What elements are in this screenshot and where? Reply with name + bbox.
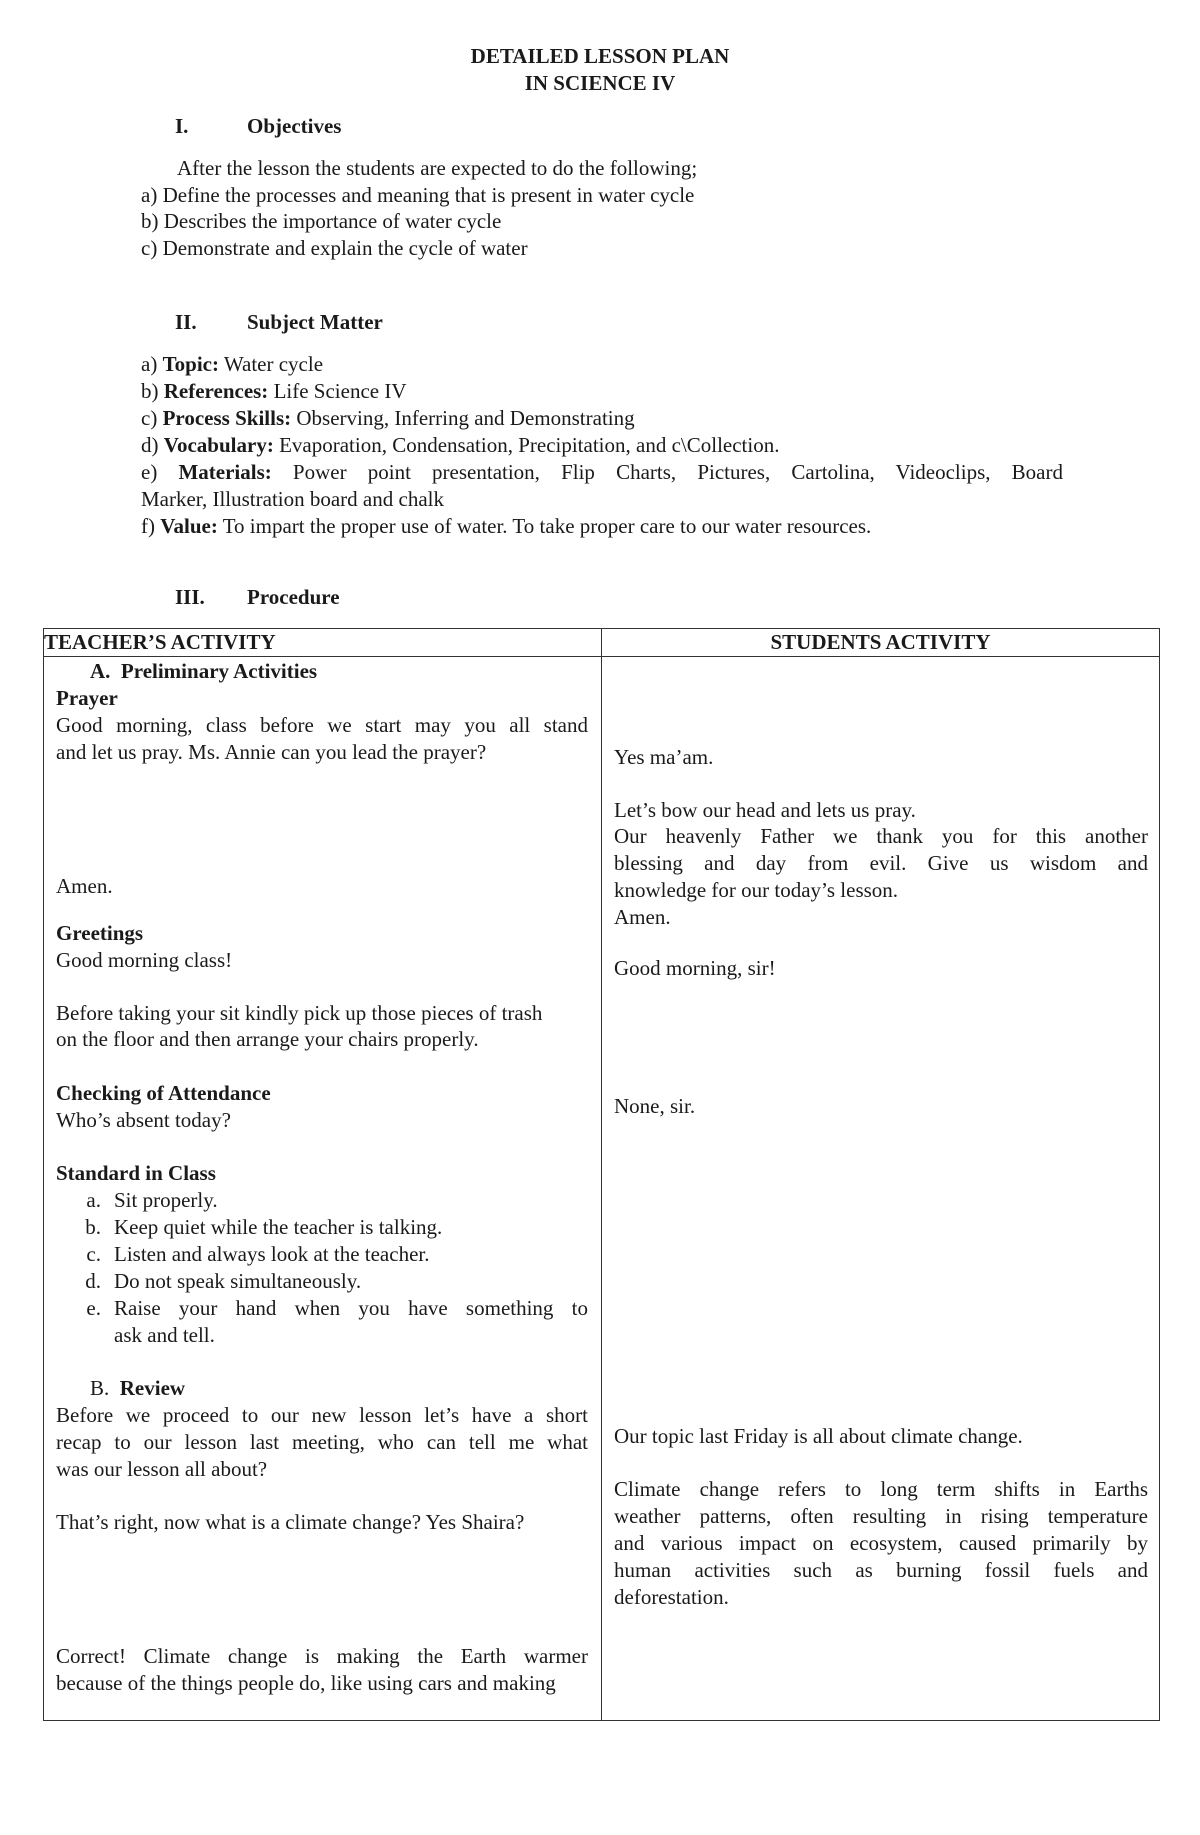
prayer-text: and let us pray. Ms. Annie can you lead the prayer?	[56, 740, 487, 764]
attendance-question: Who’s absent today?	[56, 1108, 231, 1132]
standard-item: c. Listen and always look at the teacher.	[86, 1242, 430, 1266]
procedure-heading	[175, 584, 340, 611]
standard-heading: Standard in Class	[56, 1161, 216, 1185]
objective-item: b) Describes the importance of water cycle	[141, 209, 502, 233]
subject-vocabulary: d) Vocabulary: Evaporation, Condensation, Precipitation, and c\Collection.	[141, 433, 780, 457]
teacher-activity-cell	[44, 657, 602, 1721]
student-climate-answer: deforestation.	[614, 1585, 729, 1609]
student-response: None, sir.	[614, 1094, 696, 1118]
student-climate-answer: Climate change refers to long term shifts in Earths	[614, 1477, 1148, 1501]
student-response: Good morning, sir!	[614, 956, 776, 980]
subject-matter-title: Subject Matter	[247, 310, 383, 334]
subject-matter-number: II.	[175, 310, 197, 334]
subject-matter-heading	[175, 309, 383, 336]
objective-item: a) Define the processes and meaning that is present in water cycle	[141, 183, 695, 207]
objectives-heading	[175, 113, 341, 140]
students-activity-cell	[602, 657, 1160, 1721]
student-climate-answer: human activities such as burning fossil fuels and	[614, 1558, 1148, 1582]
greetings-heading: Greetings	[56, 921, 144, 945]
procedure-number: III.	[175, 585, 205, 609]
section-a-heading: A. Preliminary Activities	[90, 659, 318, 683]
review-text: Before we proceed to our new lesson let’s have a short	[56, 1403, 588, 1427]
student-response: Yes ma’am.	[614, 745, 714, 769]
procedure-table	[43, 628, 1160, 1721]
student-prayer: blessing and day from evil. Give us wisdom and	[614, 851, 1148, 875]
attendance-heading: Checking of Attendance	[56, 1081, 271, 1105]
student-response: Let’s bow our head and lets us pray.	[614, 798, 916, 822]
student-prayer: knowledge for our today’s lesson.	[614, 878, 899, 902]
standard-item-cont: ask and tell.	[114, 1323, 215, 1347]
subject-materials: e) Materials: Power point presentation, Flip Charts, Pictures, Cartolina, Videoclips, Board	[141, 460, 1063, 484]
subject-process-skills: c) Process Skills: Observing, Inferring and Demonstrating	[141, 406, 635, 430]
review-text: recap to our lesson last meeting, who can tell me what	[56, 1430, 588, 1454]
subject-topic: a) Topic: Water cycle	[141, 352, 324, 376]
climate-explanation: Correct! Climate change is making the Earth warmer	[56, 1644, 588, 1668]
prayer-text: Good morning, class before we start may you all stand	[56, 713, 588, 737]
prayer-heading: Prayer	[56, 686, 118, 710]
objectives-number: I.	[175, 114, 189, 138]
greetings-text: Good morning class!	[56, 948, 233, 972]
standard-item: a. Sit properly.	[86, 1188, 218, 1212]
trash-instruction: Before taking your sit kindly pick up those pieces of trash	[56, 1001, 543, 1025]
standard-item: d. Do not speak simultaneously.	[85, 1269, 362, 1293]
student-response: Our topic last Friday is all about climate change.	[614, 1424, 1023, 1448]
climate-question: That’s right, now what is a climate change? Yes Shaira?	[56, 1510, 525, 1534]
student-climate-answer: and various impact on ecosystem, caused primarily by	[614, 1531, 1148, 1555]
teacher-amen: Amen.	[56, 874, 113, 898]
subject-materials-cont: Marker, Illustration board and chalk	[141, 487, 444, 511]
teacher-activity-header: TEACHER’S ACTIVITY	[44, 629, 602, 657]
objectives-intro: After the lesson the students are expected to do the following;	[177, 156, 698, 180]
trash-instruction: on the floor and then arrange your chairs properly.	[56, 1027, 479, 1051]
objective-item: c) Demonstrate and explain the cycle of water	[141, 236, 528, 260]
subject-value: f) Value: To impart the proper use of water. To take proper care to our water resources.	[141, 514, 872, 538]
subject-references: b) References: Life Science IV	[141, 379, 407, 403]
document-title-line2: IN SCIENCE IV	[524, 71, 676, 95]
standard-item: b. Keep quiet while the teacher is talking.	[85, 1215, 443, 1239]
student-prayer: Our heavenly Father we thank you for this another	[614, 824, 1148, 848]
students-activity-header: STUDENTS ACTIVITY	[602, 629, 1160, 657]
document-title-line1: DETAILED LESSON PLAN	[470, 44, 730, 68]
section-b-heading: B. Review	[90, 1376, 186, 1400]
climate-explanation: because of the things people do, like using cars and making	[56, 1671, 556, 1695]
standard-item: e. Raise your hand when you have something to	[86, 1296, 588, 1320]
review-text: was our lesson all about?	[56, 1457, 268, 1481]
student-climate-answer: weather patterns, often resulting in rising temperature	[614, 1504, 1148, 1528]
objectives-title: Objectives	[247, 114, 342, 138]
procedure-title: Procedure	[247, 585, 340, 609]
student-amen: Amen.	[614, 905, 671, 929]
